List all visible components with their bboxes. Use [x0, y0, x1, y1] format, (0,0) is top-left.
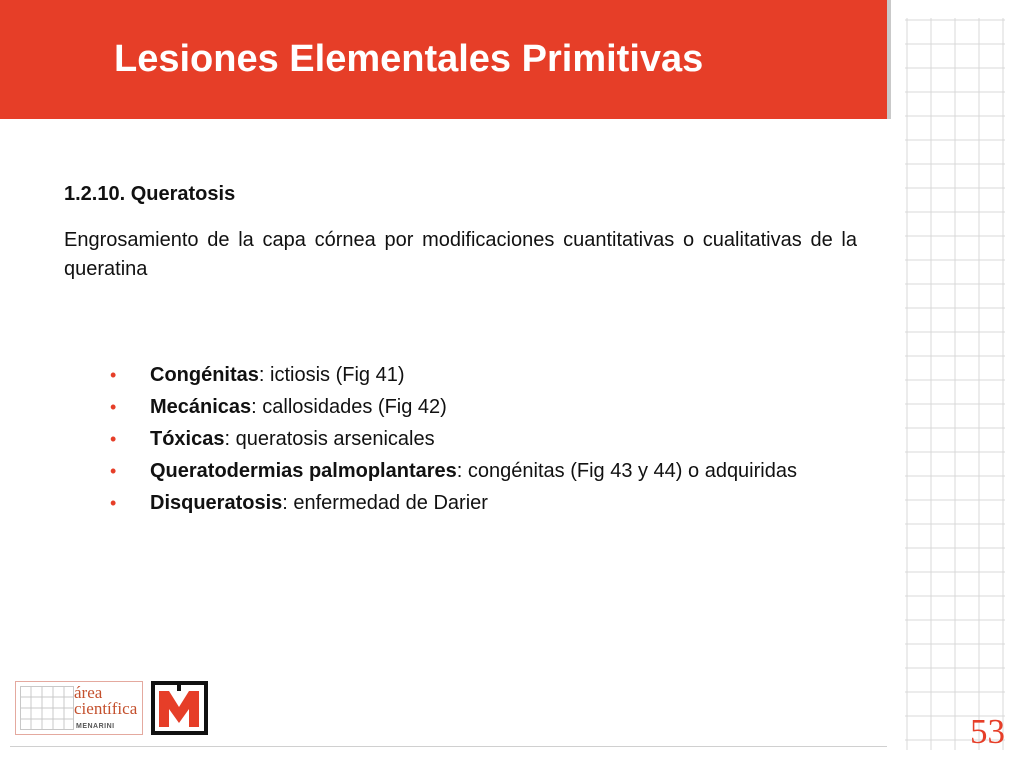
bullet-term: Tóxicas — [150, 428, 225, 450]
slide-title: Lesiones Elementales Primitivas — [114, 38, 704, 80]
title-band-shadow — [887, 0, 891, 119]
bullet-icon: • — [110, 365, 117, 385]
bullet-item-congenitas — [110, 363, 830, 387]
footer-divider — [10, 746, 887, 747]
logo-grid-icon — [20, 686, 74, 730]
bullet-desc: : callosidades (Fig 42) — [251, 396, 447, 418]
bullet-term: Queratodermias palmoplantares — [150, 460, 457, 482]
bullet-desc: : ictiosis (Fig 41) — [258, 364, 405, 386]
logo-line-cientifica: científica — [74, 699, 138, 718]
section-heading: 1.2.10. Queratosis — [64, 183, 236, 205]
bullet-term: Congénitas — [150, 364, 259, 386]
logo-text — [74, 685, 137, 717]
page-number: 53 — [970, 712, 1005, 751]
bullet-desc: : queratosis arsenicales — [224, 428, 435, 450]
bullet-term: Disqueratosis — [150, 492, 283, 514]
decorative-grid — [905, 18, 1005, 750]
bullet-term: Mecánicas — [150, 396, 252, 418]
definition-text: Engrosamiento de la capa córnea por modificaciones cuantitativas o cualitativas de la queratina — [64, 229, 857, 280]
bullet-desc: : enfermedad de Darier — [282, 492, 488, 514]
bullet-icon: • — [110, 429, 117, 449]
bullet-icon: • — [110, 397, 117, 417]
bullet-icon: • — [110, 493, 117, 513]
bullet-item-toxicas — [110, 427, 830, 451]
title-band — [0, 0, 887, 119]
logo-line-area: área — [74, 683, 103, 702]
bullet-list — [110, 363, 830, 523]
bullet-desc: : congénitas (Fig 43 y 44) o adquiridas — [456, 460, 797, 482]
bullet-icon: • — [110, 461, 117, 481]
bullet-item-disqueratosis — [110, 491, 830, 515]
bullet-item-queratodermias — [110, 459, 830, 483]
area-cientifica-logo — [15, 681, 143, 735]
logo-brand: MENARINI — [76, 723, 115, 730]
menarini-m-logo — [151, 681, 208, 735]
bullet-item-mecanicas — [110, 395, 830, 419]
